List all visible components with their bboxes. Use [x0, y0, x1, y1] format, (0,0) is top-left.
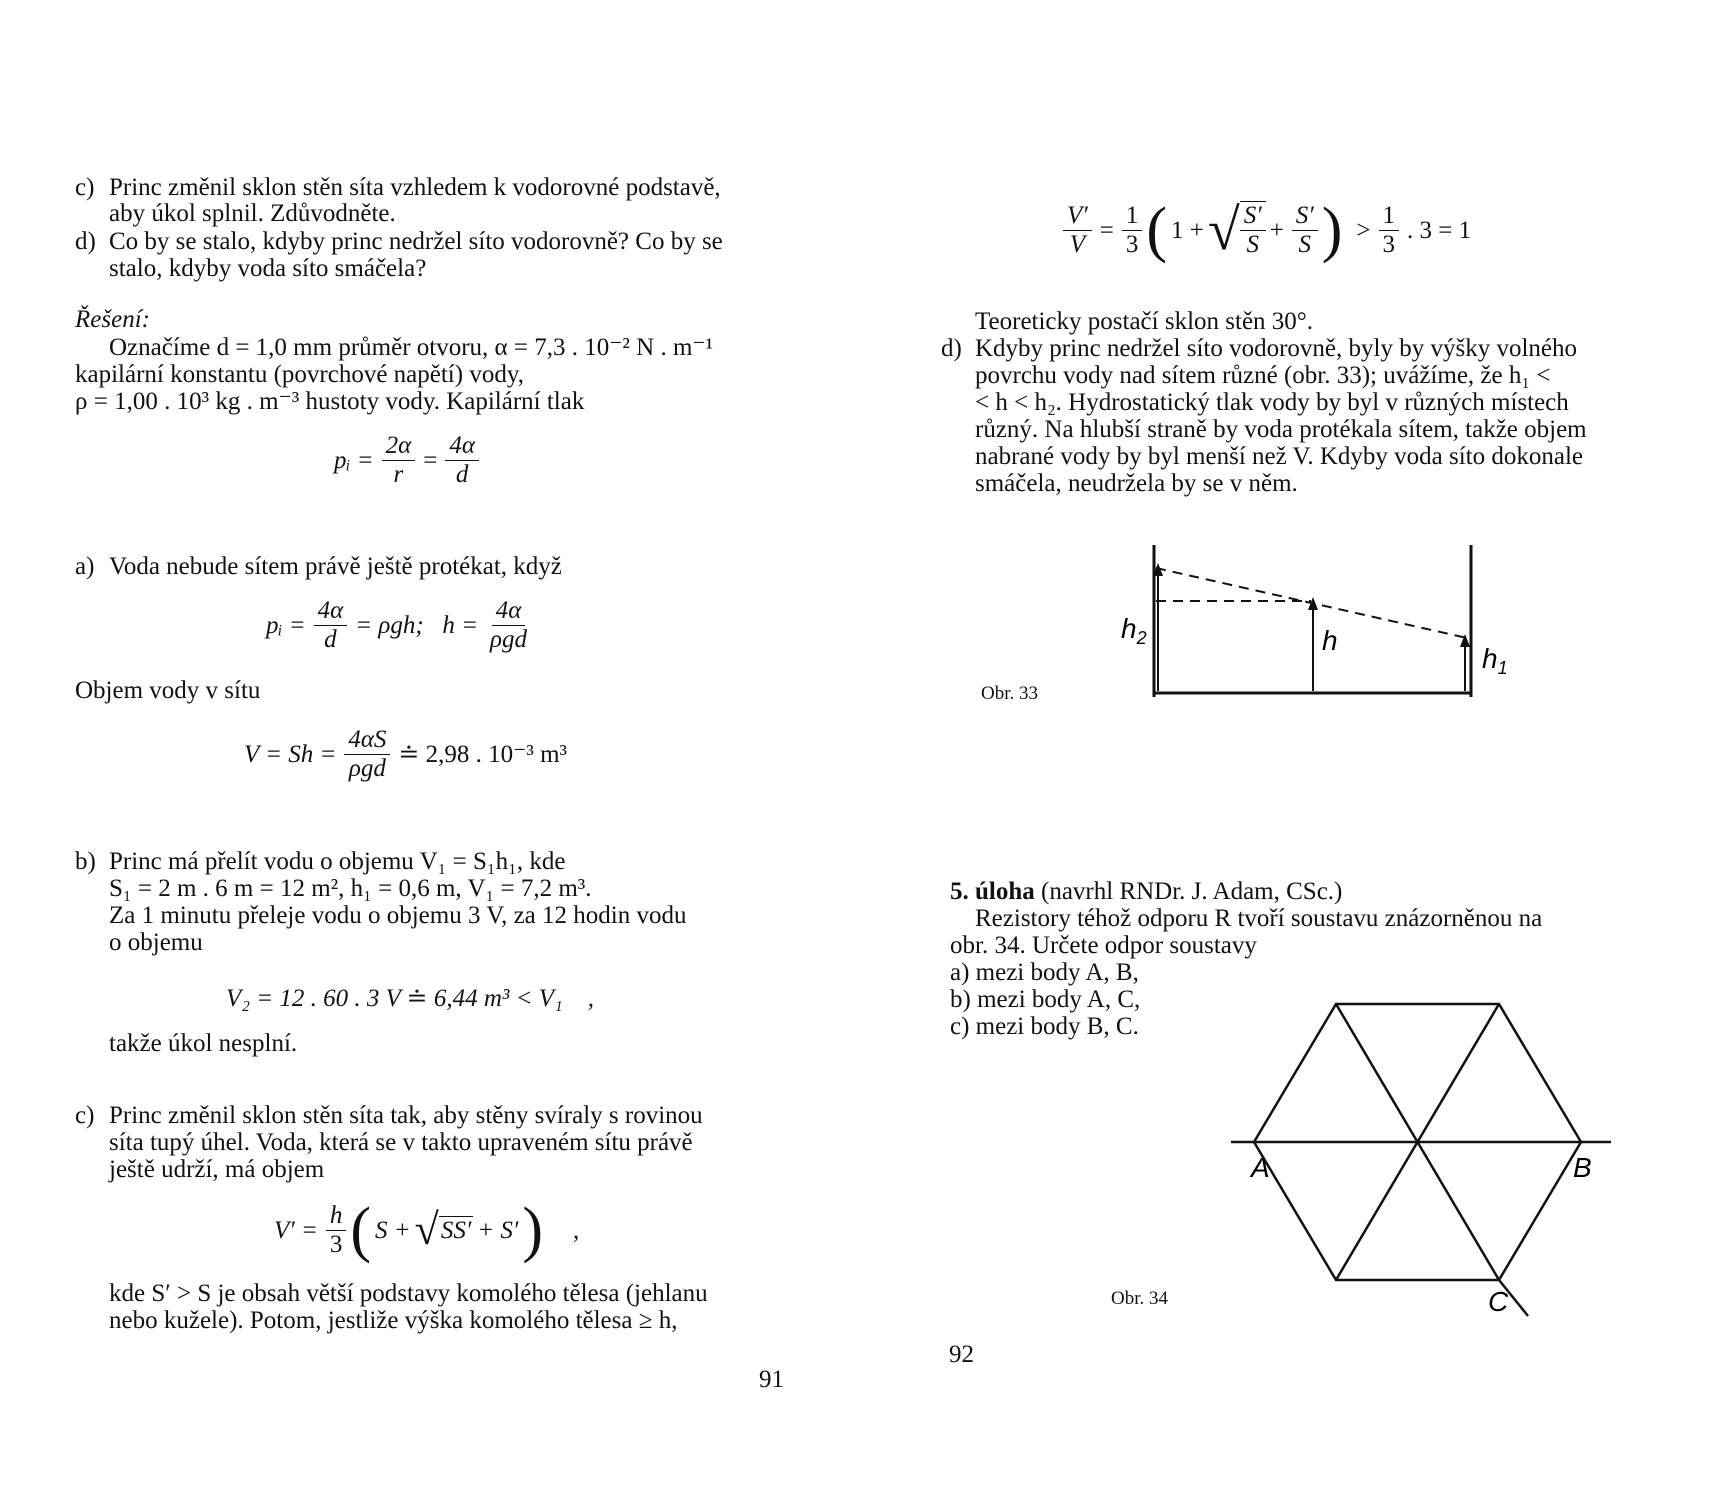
eq5-open-paren: (: [350, 1196, 372, 1264]
eq1-frac1: [382, 432, 416, 489]
eq1-eq: =: [423, 447, 438, 474]
answer-c-line2: síta tupý úhel. Voda, která se v takto upraveném sítu právě: [109, 1129, 693, 1156]
eq1-frac2: [445, 432, 479, 489]
answer-d-line4: různý. Na hlubší straně by voda protékala sítem, takže objem: [975, 416, 1587, 443]
answer-a-line: [75, 553, 562, 580]
question-c-text1: Princ změnil sklon stěn síta vzhledem k vodorovné podstavě,: [109, 174, 721, 201]
answer-c-line1: [75, 1102, 703, 1129]
eq3-lhs: V = Sh =: [244, 741, 337, 768]
equation-volume: [240, 726, 571, 783]
answer-c-text1: Princ změnil sklon stěn síta tak, aby stěny svíraly s rovinou: [109, 1102, 703, 1129]
eq6-rad-den: S: [1246, 231, 1259, 258]
eq2-frac2: [486, 597, 531, 654]
question-d-line1: [75, 228, 723, 255]
fig34-label-b: B: [1573, 1152, 1592, 1183]
eq2-num1: 4α: [314, 597, 348, 626]
equation-frustum-volume: [270, 1196, 583, 1264]
eq6-rad-num: S′: [1240, 202, 1266, 231]
question-c-mark: c): [75, 174, 95, 201]
eq2-lhs: pᵢ =: [266, 612, 306, 639]
eq2-frac1: [314, 597, 348, 654]
eq6-eq: =: [1099, 216, 1114, 244]
eq3-frac: [344, 726, 390, 783]
question-d-line2: stalo, kdyby voda síto smáčela?: [109, 255, 427, 282]
question-d-mark: d): [75, 228, 96, 255]
eq5-comma: ,: [573, 1216, 580, 1244]
answer-b-mark: b): [75, 848, 96, 875]
fig33-label-h1: $h_1$: [1482, 643, 1508, 678]
eq6-open-paren: (: [1146, 196, 1168, 264]
fig34-caption: Obr. 34: [1111, 1288, 1168, 1309]
answer-a-text: Voda nebude sítem právě ještě protékat, když: [109, 553, 562, 580]
eq2-mid: = ρgh; h =: [355, 612, 479, 639]
task-5-item-a: a) mezi body A, B,: [950, 959, 1139, 986]
eq5-close-paren: ): [522, 1196, 544, 1264]
answer-d-line3: < h < h₂. Hydrostatický tlak vody by byl v různých místech: [975, 389, 1569, 416]
answer-d-line2: povrchu vody nad sítem různé (obr. 33); uvážíme, že h₁ <: [975, 362, 1551, 389]
eq5-den: 3: [329, 1230, 343, 1258]
task-5-author: (navrhl RNDr. J. Adam, CSc.): [1034, 878, 1343, 905]
answer-b-result: takže úkol nesplní.: [109, 1030, 298, 1057]
eq5-frac: [326, 1202, 347, 1259]
question-d-text1: Co by se stalo, kdyby princ nedržel síto vodorovně? Co by se: [109, 228, 723, 255]
volume-label: Objem vody v sítu: [75, 677, 261, 704]
eq1-num2: 4α: [445, 432, 479, 461]
solution-line2: kapilární konstantu (povrchové napětí) vody,: [75, 361, 524, 388]
eq6-den2: S: [1298, 230, 1312, 258]
fig33-label-h2: $h_2$: [1121, 613, 1147, 648]
task-5-title: 5. úloha: [950, 878, 1035, 905]
answer-c-line3: ještě udrží, má objem: [109, 1156, 325, 1183]
eq6-num3: 1: [1379, 202, 1400, 231]
eq6-sqrt: √ $\frac{S'}{S}$: [1208, 201, 1266, 259]
eq1-num1: 2α: [382, 432, 416, 461]
eq1-den1: r: [393, 461, 404, 488]
eq3-num: 4αS: [344, 726, 390, 755]
eq5-sqrt: √ SS′: [414, 1205, 472, 1254]
eq3-den: ρgd: [348, 755, 386, 782]
solution-line3: ρ = 1,00 . 10³ kg . m⁻³ hustoty vody. Kapilární tlak: [75, 388, 585, 415]
equation-height: [262, 597, 535, 654]
eq6-gt: >: [1356, 216, 1371, 244]
right-page: [859, 0, 1718, 1500]
question-c-line1: [75, 174, 721, 201]
figure-33-tilted-sieve: [859, 0, 1718, 1500]
eq6-close-paren: ): [1321, 196, 1343, 264]
answer-b-text1: Princ má přelít vodu o objemu V₁ = S₁h₁, kde: [109, 848, 566, 875]
answer-b-line1: [75, 848, 565, 875]
fig34-label-a: A: [1251, 1152, 1270, 1183]
answer-b-line3: Za 1 minutu přeleje vodu o objemu 3 V, za 12 hodin vodu: [109, 902, 687, 929]
eq2-num2: 4α: [492, 597, 526, 626]
answer-c-mark: c): [75, 1102, 95, 1129]
eq6-num0: V′: [1063, 202, 1092, 231]
answer-c-line4: kde S′ > S je obsah větší podstavy komolého tělesa (jehlanu: [109, 1280, 708, 1307]
eq6-plus: +: [1269, 216, 1284, 244]
eq1-den2: d: [455, 461, 469, 488]
figure-34-hexagon-network: [1231, 1004, 1611, 1316]
eq5-radicand: SS′: [440, 1217, 472, 1244]
theory-line: Teoreticky postačí sklon stěn 30°.: [975, 308, 1314, 335]
equation-v2: V₂ = 12 . 60 . 3 V ≐ 6,44 m³ < V₁ ,: [226, 985, 594, 1012]
fig33-label-h: h: [1322, 625, 1338, 656]
eq5-lhs: V′ =: [274, 1216, 318, 1244]
eq5-plus: + S′: [477, 1216, 519, 1244]
page-number-92: 92: [949, 1341, 974, 1368]
eq6-tail: . 3 = 1: [1407, 216, 1472, 244]
eq5-num: h: [326, 1202, 347, 1231]
eq3-rhs: ≐ 2,98 . 10⁻³ m³: [398, 741, 568, 768]
answer-b-line2: S₁ = 2 m . 6 m = 12 m², h₁ = 0,6 m, V₁ = 7,2 m³.: [109, 875, 592, 902]
page-number-91: 91: [759, 1366, 784, 1393]
eq6-num1: 1: [1122, 202, 1143, 231]
eq2-den1: d: [324, 626, 337, 653]
solution-heading: Řešení:: [75, 306, 150, 333]
fig33-caption: Obr. 33: [981, 683, 1038, 704]
answer-d-mark: d): [941, 335, 962, 362]
eq6-den0: V: [1069, 230, 1086, 258]
eq5-s: S +: [375, 1216, 411, 1244]
task-5-heading: [950, 878, 1342, 905]
answer-c-line5: nebo kužele). Potom, jestliže výška komolého tělesa ≥ h,: [109, 1307, 678, 1334]
task-5-line2: obr. 34. Určete odpor soustavy: [950, 932, 1257, 959]
task-5-item-b: b) mezi body A, C,: [950, 986, 1141, 1013]
eq2-den2: ρgd: [490, 626, 528, 653]
task-5-line1: Rezistory téhož odporu R tvoří soustavu znázorněnou na: [975, 905, 1543, 932]
answer-d-line6: smáčela, neudržela by se v něm.: [975, 470, 1298, 497]
eq1-lhs: pᵢ =: [334, 447, 374, 474]
answer-a-mark: a): [75, 553, 95, 580]
fig34-label-c: C: [1488, 1286, 1509, 1317]
equation-capillary-pressure: [330, 432, 483, 489]
question-c-line2: aby úkol splnil. Zdůvodněte.: [109, 200, 396, 227]
eq6-den1: 3: [1125, 230, 1139, 258]
answer-b-line4: o objemu: [109, 929, 203, 956]
solution-line1: Označíme d = 1,0 mm průměr otvoru, α = 7,3 . 10⁻² N . m⁻¹: [109, 334, 714, 361]
answer-d-text1: Kdyby princ nedržel síto vodorovně, byly by výšky volného: [975, 335, 1577, 362]
eq6-one: 1 +: [1171, 216, 1204, 244]
eq6-den3: 3: [1382, 230, 1396, 258]
eq6-num2: S′: [1292, 202, 1318, 231]
task-5-item-c: c) mezi body B, C.: [950, 1013, 1139, 1040]
answer-d-line5: nabrané vody by byl menší než V. Kdyby voda síto dokonale: [975, 443, 1584, 470]
